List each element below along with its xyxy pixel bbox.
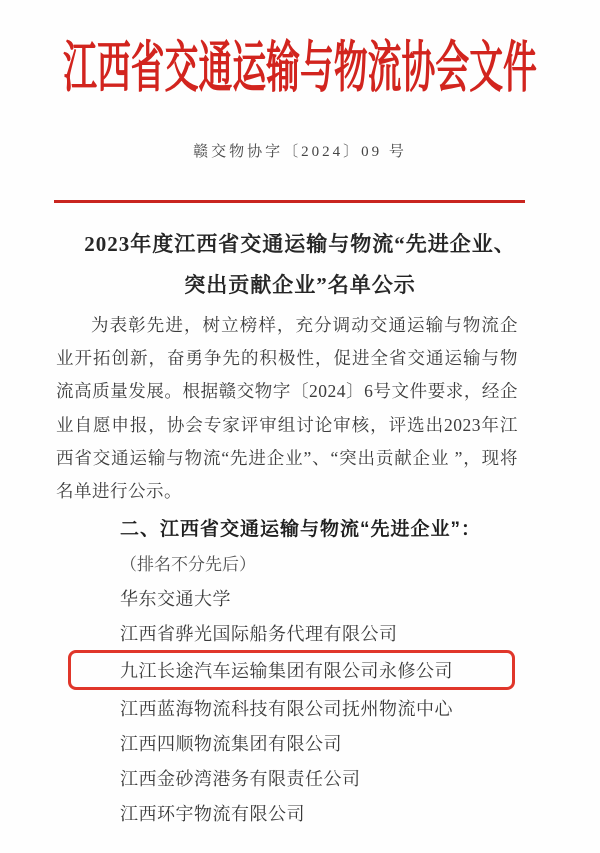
company-list-item-highlighted: 九江长途汽车运输集团有限公司永修公司 (68, 650, 515, 690)
red-divider-line (54, 200, 525, 203)
section-heading: 二、江西省交通运输与物流“先进企业”： (120, 519, 482, 540)
company-list-item: 江西金砂湾港务有限责任公司 (120, 768, 361, 789)
ranking-note: （排名不分先后） (120, 555, 256, 574)
company-list-item: 江西蓝海物流科技有限公司抚州物流中心 (120, 698, 453, 719)
company-list-item: 江西环宇物流有限公司 (120, 803, 305, 824)
body-paragraph: 为表彰先进，树立榜样，充分调动交通运输与物流企业开拓创新，奋勇争先的积极性，促进全省交通运输与物流高质量发展。根据赣交物字〔2024〕6号文件要求，经企业自愿申报，协会专家评审组讨论审核，评选出2023年江西省交通运输与物流“先进企业”、“突出贡献企业 ”，现将名单进行公示。 (56, 315, 518, 502)
document-letterhead (0, 30, 600, 100)
doc-reference-number: 赣交物协字〔2024〕09 号 (193, 144, 407, 160)
announcement-title-line2: 突出贡献企业”名单公示 (184, 273, 416, 297)
company-list-item: 江西四顺物流集团有限公司 (120, 733, 342, 754)
announcement-title (0, 224, 600, 306)
letterhead-title: 江西省交通运输与物流协会文件 (63, 38, 537, 100)
announcement-title-line1: 2023年度江西省交通运输与物流“先进企业、 (84, 232, 516, 256)
company-list-item: 华东交通大学 (120, 588, 231, 609)
company-list-section (68, 510, 515, 830)
company-list-item: 江西省骅光国际船务代理有限公司 (120, 623, 398, 644)
